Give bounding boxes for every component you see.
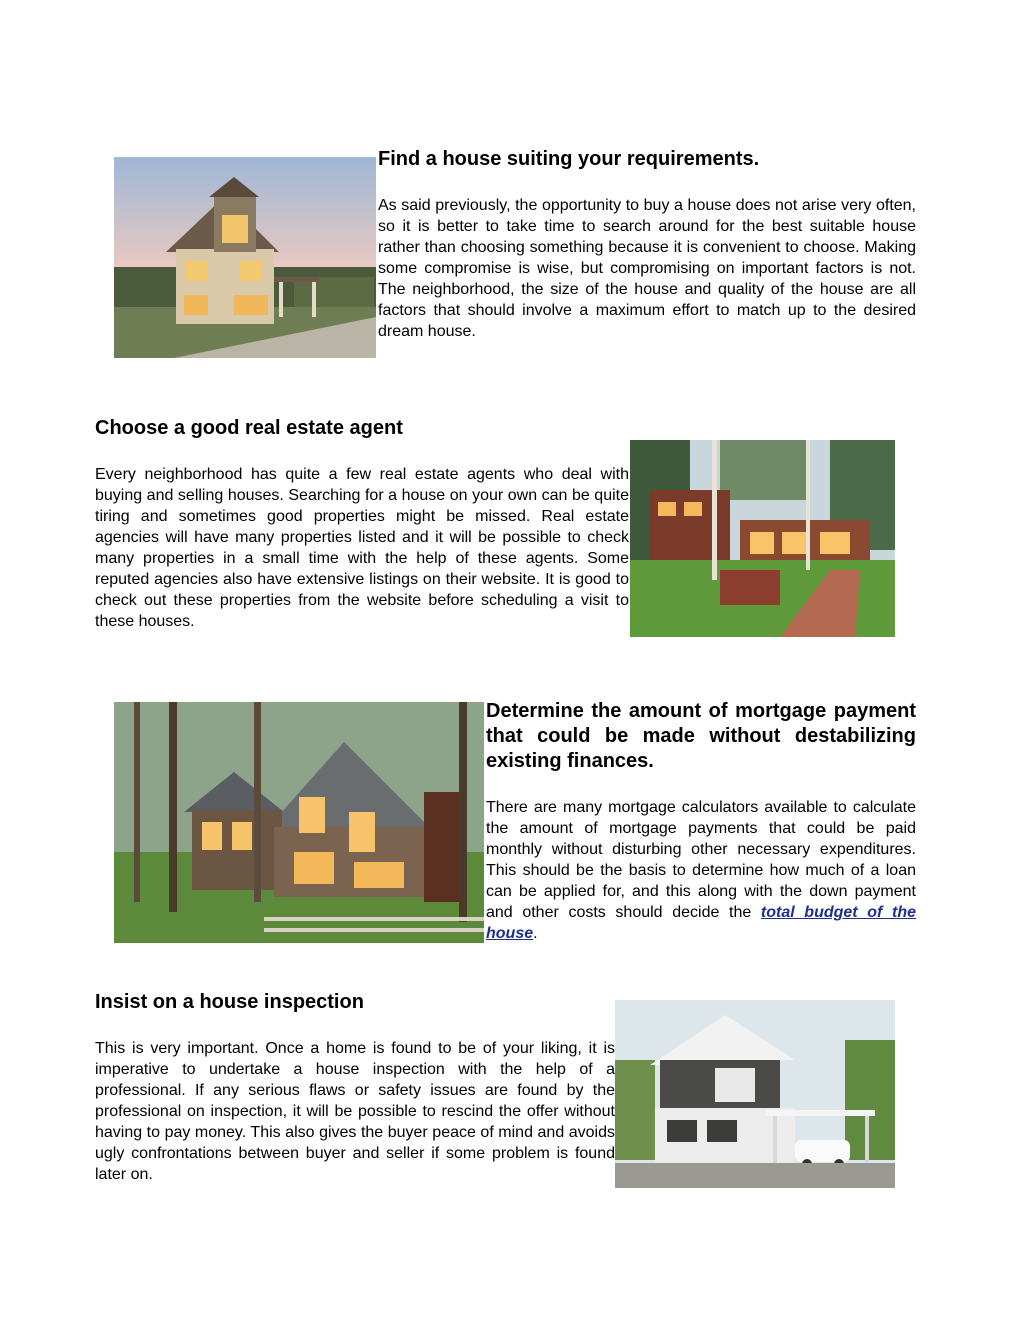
section-house-inspection xyxy=(95,990,615,1185)
paragraph-house-inspection: This is very important. Once a home is found to be of your liking, it is imperative to undertake a house inspection with the help of a professional. If any serious flaws or safety issues are found by the professional on inspection, it will be possible to rescind the offer without having to pay money. This also gives the buyer peace of mind and avoids ugly confrontations between buyer and seller if some problem is found later on. xyxy=(95,1040,615,1183)
heading-house-inspection: Insist on a house inspection xyxy=(95,991,364,1013)
section-real-estate-agent xyxy=(95,416,629,632)
paragraph-mortgage xyxy=(486,797,916,944)
section-find-house xyxy=(378,147,916,342)
heading-find-house: Find a house suiting your requirements. xyxy=(378,148,760,170)
house-photo-tall-trees xyxy=(114,702,484,943)
house-photo-forest-path xyxy=(630,440,895,637)
paragraph-real-estate-agent: Every neighborhood has quite a few real estate agents who deal with buying and selling houses. Searching for a house on your own can be quite tiring and sometimes good properties might be missed. Real estate agencies will have many properties listed and it will be possible to check many properties in a small time with the help of these agents. Some reputed agencies also have extensive listings on their website. It is good to check out these properties from the website before scheduling a visit to these houses. xyxy=(95,466,629,630)
house-photo-carport xyxy=(615,1000,895,1188)
paragraph-mortgage-text: There are many mortgage calculators available to calculate the amount of mortgage payments that could be paid monthly without disturbing other necessary expenditures. This should be the basis to determine how much of a loan can be applied for, and this along with the down payment and other costs should decide the xyxy=(486,799,916,921)
section-mortgage xyxy=(486,699,916,944)
house-photo-dusk xyxy=(114,157,376,358)
paragraph-mortgage-end: . xyxy=(533,925,538,942)
heading-real-estate-agent: Choose a good real estate agent xyxy=(95,417,403,439)
heading-mortgage: Determine the amount of mortgage payment that could be made without destabilizing existing finances. xyxy=(486,700,916,772)
total-budget-link[interactable]: total budget of the house xyxy=(486,904,917,942)
paragraph-find-house: As said previously, the opportunity to buy a house does not arise very often, so it is better to take time to search around for the best suitable house rather than choosing something because it is convenient to choose. Making some compromise is wise, but compromising on important factors is not. The neighborhood, the size of the house and quality of the house are all factors that should involve a maximum effort to match up to the desired dream house. xyxy=(378,197,916,340)
